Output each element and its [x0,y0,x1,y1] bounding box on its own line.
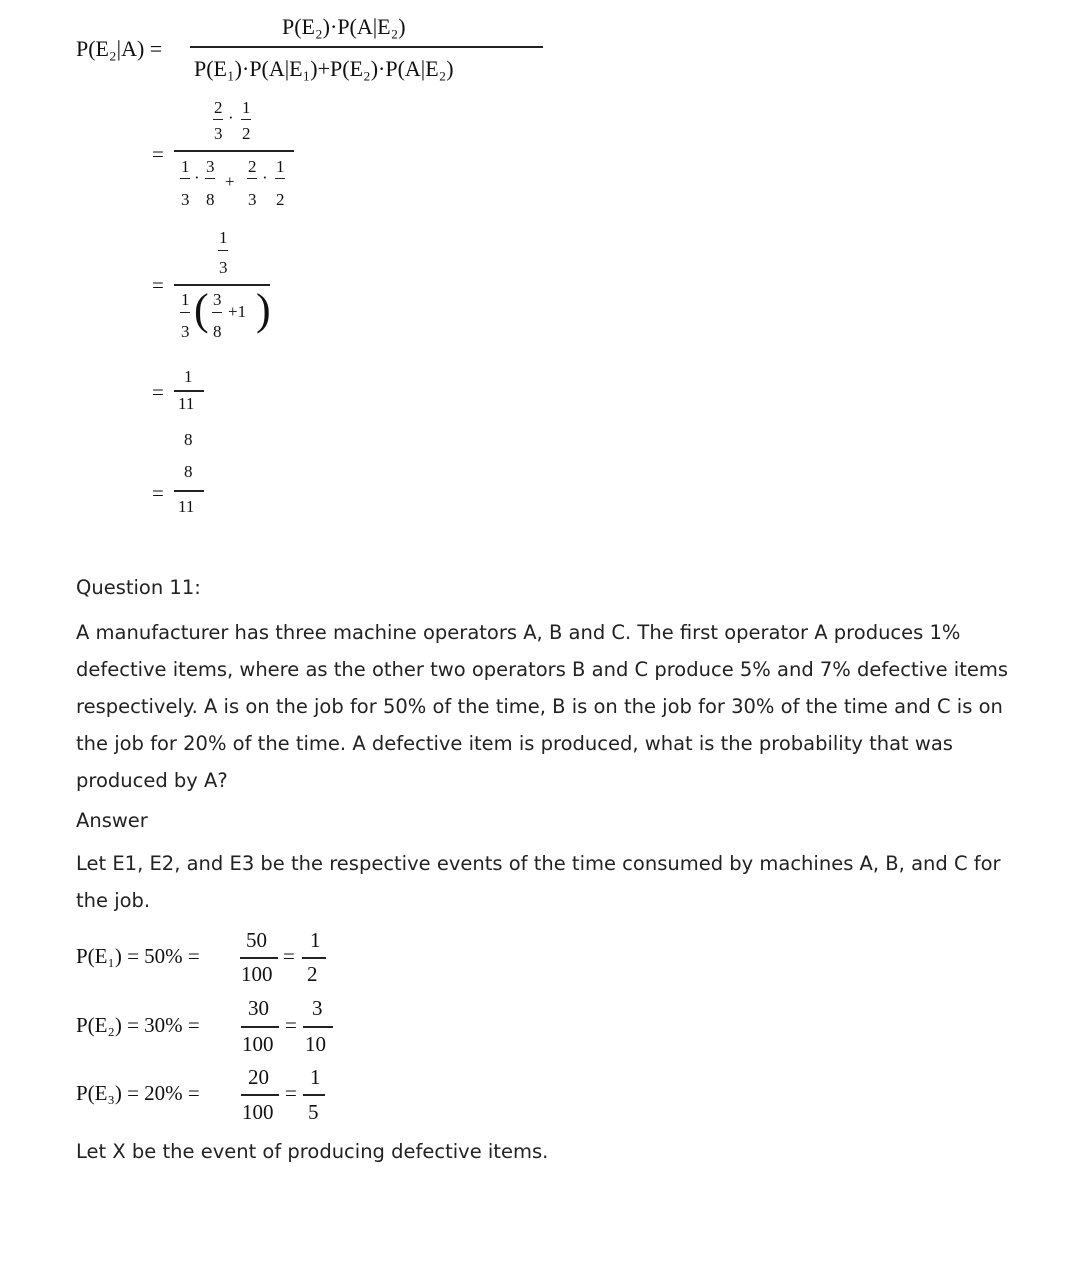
step2-paren-left: ( [194,285,209,334]
prob-result-num: 3 [312,996,323,1020]
step1-n1: 2 [214,98,223,117]
equals-sign: = [152,142,164,166]
step4-den: 11 [178,497,195,516]
equals-sign: = [283,944,295,968]
step1-b1: 3 [181,190,190,209]
step1-bar-c [180,178,190,179]
final-text: Let X be the event of producing defective items. [76,1140,549,1163]
prob-lhs: P(E₂) = 30% = [76,1013,200,1037]
step2-bar-b [180,312,190,313]
step2-num-n: 1 [219,228,228,247]
step1-bar-a [213,119,223,120]
step1-bar-b [241,119,251,120]
prob-result-bar [303,1094,325,1096]
formula-denominator: P(E₁)·P(A|E₁)+P(E₂)·P(A|E₂) [194,56,454,81]
step2-num-d: 3 [219,258,228,277]
step1-b2: 8 [206,190,215,209]
prob-bar [241,1094,279,1096]
question-body: A manufacturer has three machine operators A, B and C. The first operator A produces 1% defective items, where as the other two operators B and C produce 5% and 7% defective items respectively. A is on the job for 50% of the time, B is on the job for 30% of the time and C is on the job for 20% of the time. A defective item is produced, what is the probability that was produced by A? [76,621,1009,792]
equals-sign: = [285,1081,297,1105]
step2-bar-c [212,312,222,313]
prob-result-den: 5 [308,1100,319,1124]
step1-main-bar [174,150,294,152]
prob-num: 20 [248,1065,269,1089]
let-events-text: Let E1, E2, and E3 be the respective events of the time consumed by machines A, B, and C for the job. [76,852,1001,912]
prob-lhs: P(E₃) = 20% = [76,1081,200,1105]
step1-a1: 1 [181,157,190,176]
equals-sign: = [152,273,164,297]
equals-sign: = [152,481,164,505]
step1-bar-e [247,178,257,179]
prob-result-den: 10 [305,1032,326,1056]
step1-n2: 1 [242,98,251,117]
prob-den: 100 [242,1032,274,1056]
step1-dot: · [228,108,234,127]
step1-dot3: · [262,168,268,187]
step1-dot2: · [194,168,200,187]
step1-bar-d [205,178,215,179]
step1-plus: + [225,172,235,191]
prob-result-num: 1 [310,928,321,952]
formula-numerator: P(E₂)·P(A|E₂) [282,14,406,39]
prob-result-den: 2 [307,962,318,986]
formula-lhs: P(E₂|A) = [76,36,163,61]
step4-bar [174,490,204,492]
formula-fraction-bar [190,46,543,48]
equals-sign: = [152,380,164,404]
prob-result-bar [303,1026,333,1028]
prob-den: 100 [242,1100,274,1124]
prob-den: 100 [241,962,273,986]
step3-inner-den: 8 [184,430,193,449]
prob-result-bar [302,957,326,959]
step2-paren-d: 8 [213,322,222,341]
step3-bar-top [174,390,204,392]
step1-bar-f [275,178,285,179]
prob-num: 30 [248,996,269,1020]
step3-num: 1 [184,367,193,386]
equals-sign: = [285,1013,297,1037]
prob-lhs: P(E₁) = 50% = [76,944,200,968]
prob-num: 50 [246,928,267,952]
prob-result-num: 1 [310,1065,321,1089]
step1-d2: 2 [242,124,251,143]
question-heading: Question 11: [76,576,201,599]
step3-inner-num: 11 [178,394,195,413]
answer-label: Answer [76,809,148,832]
step4-num: 8 [184,462,193,481]
prob-bar [241,1026,279,1028]
step2-f-n: 1 [181,290,190,309]
step1-e2: 2 [276,190,285,209]
prob-bar [240,957,278,959]
step1-e1: 3 [248,190,257,209]
step2-paren-n: 3 [213,290,222,309]
step2-bar-a [218,250,228,251]
step1-d1: 3 [214,124,223,143]
step1-c2: 1 [276,157,285,176]
step2-plus-one: +1 [228,302,247,321]
step2-f-d: 3 [181,322,190,341]
step1-c1: 2 [248,157,257,176]
step2-paren-right: ) [256,285,271,334]
step1-a2: 3 [206,157,215,176]
